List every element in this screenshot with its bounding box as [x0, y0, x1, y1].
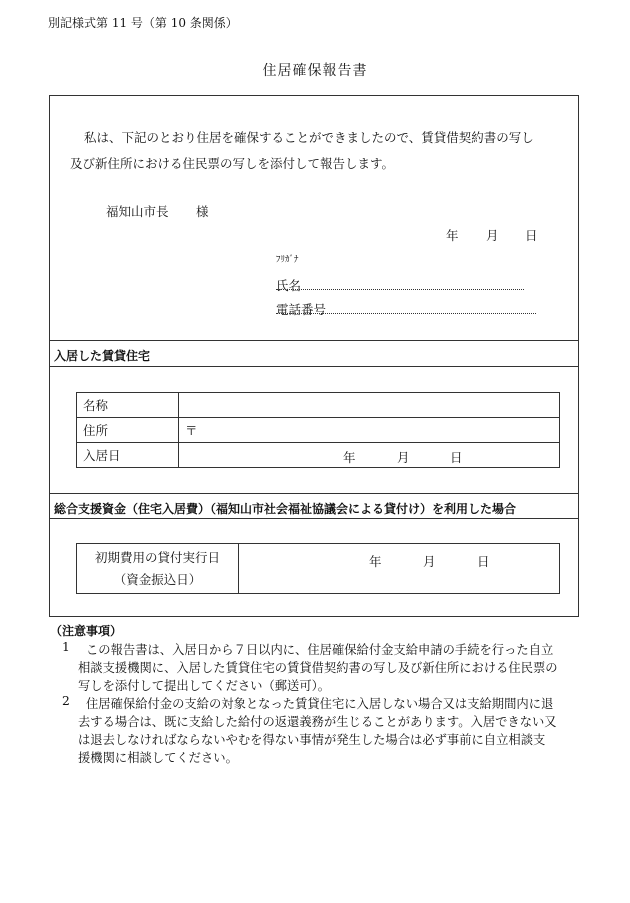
divider-fund-heading	[49, 518, 579, 519]
table-row	[77, 393, 560, 418]
declaration-line-1: 私は、下記のとおり住居を確保することができましたので、賃貸借契約書の写し	[84, 130, 534, 145]
divider-fund	[49, 493, 579, 494]
divider-applicant	[49, 340, 579, 341]
table-row	[77, 443, 560, 468]
housing-name-value[interactable]	[179, 393, 560, 418]
fund-section-heading: 総合支援資金（住宅入居費）（福知山市社会福祉協議会による貸付け）を利用した場合	[54, 502, 517, 516]
report-date-year[interactable]: 年	[446, 228, 459, 243]
move-in-date-value[interactable]	[179, 443, 560, 468]
report-date-day[interactable]: 日	[525, 228, 538, 243]
note-1-number: 1	[62, 640, 70, 654]
table-row	[77, 544, 560, 594]
disbursement-date-value[interactable]	[239, 544, 560, 594]
fund-table	[76, 543, 560, 594]
addressee-name: 福知山市長	[106, 204, 169, 219]
move-in-date-label: 入居日	[77, 443, 179, 468]
disbursement-label-line-1: 初期費用の貸付実行日	[94, 549, 220, 565]
form-number-label: 別記様式第 11 号（第 10 条関係）	[48, 16, 238, 30]
move-in-month: 月	[397, 450, 410, 465]
note-2-line-3: は退去しなければならないやむを得ない事情が発生した場合は必ず事前に自立相談支	[78, 733, 546, 747]
note-1-line-3: 写しを添付して提出してください（郵送可）。	[78, 679, 331, 693]
disbursement-label-line-2: （資金振込日）	[113, 571, 202, 587]
disbursement-year: 年	[369, 554, 382, 569]
table-row	[77, 418, 560, 443]
addressee-honorific: 様	[196, 204, 209, 219]
name-label: 氏名	[276, 278, 302, 293]
disbursement-month: 月	[423, 554, 436, 569]
housing-address-value[interactable]: 〒	[179, 418, 560, 443]
divider-housing-heading	[49, 366, 579, 367]
phone-field[interactable]	[276, 313, 536, 314]
housing-name-label: 名称	[77, 393, 179, 418]
name-field[interactable]	[276, 289, 524, 290]
note-2-line-2: 去する場合は、既に支給した給付の返還義務が生じることがあります。入居できない又	[78, 715, 557, 729]
housing-section-heading: 入居した賃貸住宅	[54, 349, 151, 363]
declaration-line-2: 及び新住所における住民票の写しを添付して報告します。	[70, 156, 395, 171]
furigana-label: ﾌﾘｶﾞﾅ	[276, 255, 299, 265]
housing-table	[76, 392, 560, 468]
report-date-month[interactable]: 月	[486, 228, 499, 243]
page-title: 住居確保報告書	[262, 63, 368, 79]
disbursement-day: 日	[477, 554, 490, 569]
note-1-line-1: この報告書は、入居日から７日以内に、住居確保給付金支給申請の手続を行った自立	[86, 643, 554, 657]
disbursement-date-label	[77, 544, 239, 594]
move-in-year: 年	[343, 450, 356, 465]
phone-label: 電話番号	[276, 302, 327, 317]
note-1-line-2: 相談支援機関に、入居した賃貸住宅の賃貸借契約書の写し及び新住所における住民票の	[78, 661, 558, 675]
note-2-line-1: 住居確保給付金の支給の対象となった賃貸住宅に入居しない場合又は支給期間内に退	[86, 697, 554, 711]
move-in-day: 日	[450, 450, 463, 465]
note-2-line-4: 援機関に相談してください。	[78, 751, 238, 765]
notes-heading: （注意事項）	[50, 624, 123, 638]
housing-address-label: 住所	[77, 418, 179, 443]
note-2-number: 2	[62, 694, 70, 708]
